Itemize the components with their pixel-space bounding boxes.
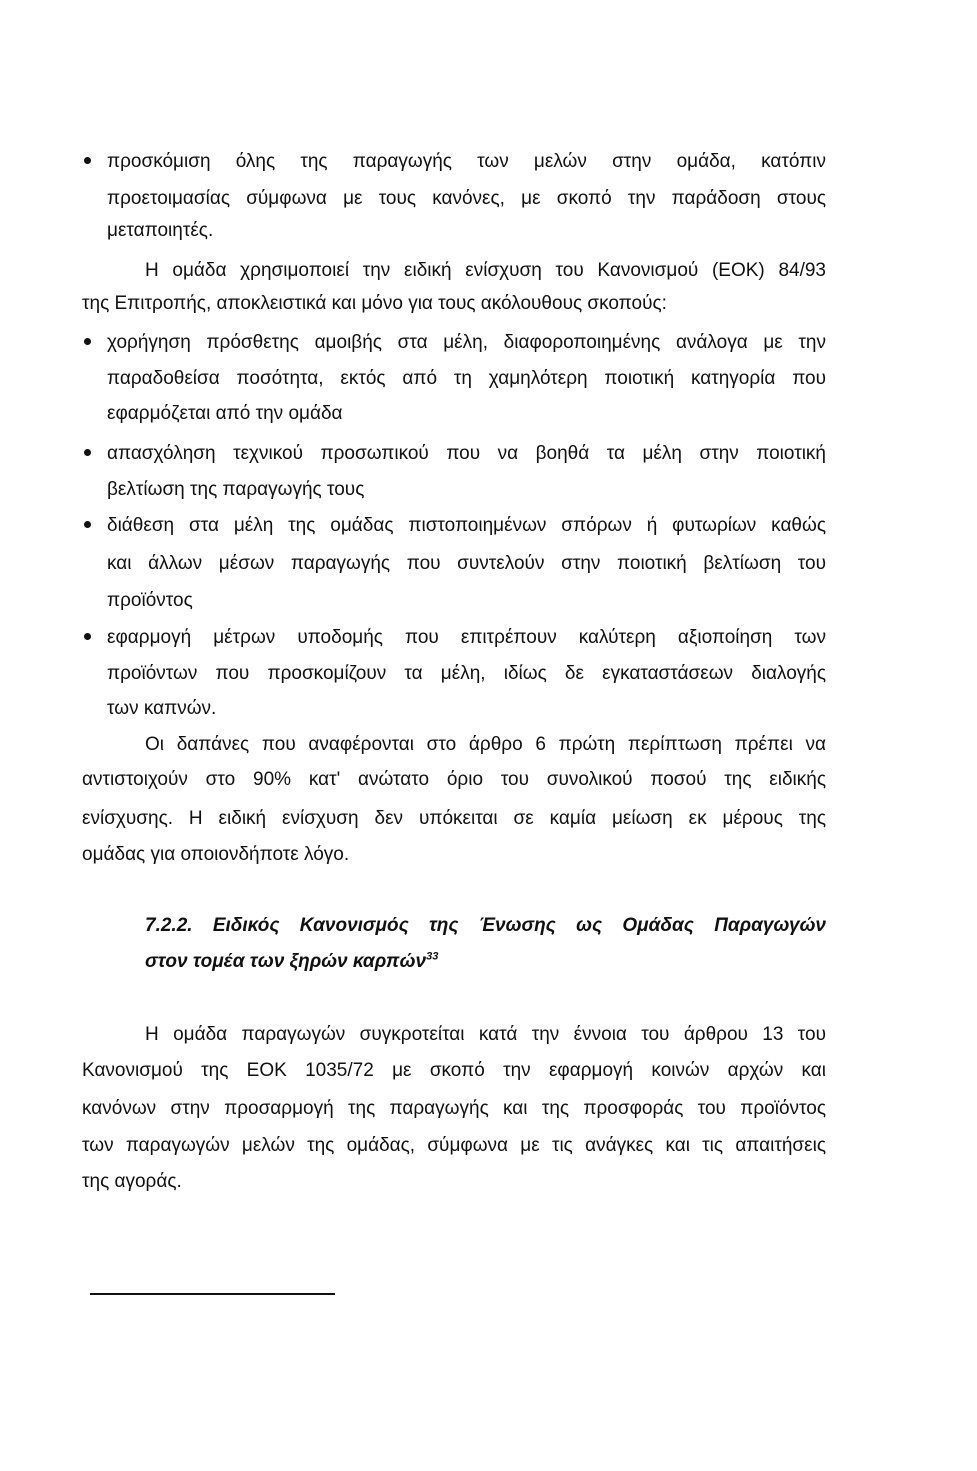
para-1-line-2: της Επιτροπής, αποκλειστικά και μόνο για τους ακόλουθους σκοπούς: <box>82 293 667 314</box>
para-1-line-1: Η ομάδα χρησιμοποιεί την ειδική ενίσχυση του Κανονισμού (ΕΟΚ) 84/93 <box>145 260 826 281</box>
bullet-3-line-1: απασχόληση τεχνικού προσωπικού που να βοηθά τα μέλη στην ποιοτική <box>107 443 826 464</box>
footnote-separator <box>90 1293 335 1295</box>
bullet-4-line-1: διάθεση στα μέλη της ομάδας πιστοποιημένων σπόρων ή φυτωρίων καθώς <box>107 515 826 536</box>
bullet-4-line-2: και άλλων μέσων παραγωγής που συντελούν στην ποιοτική βελτίωση του <box>107 553 826 574</box>
bullet-1-line-1: προσκόμιση όλης της παραγωγής των μελών στην ομάδα, κατόπιν <box>107 151 826 172</box>
para-2-line-4: ομάδας για οποιονδήποτε λόγο. <box>82 844 350 865</box>
bullet-2-line-1: χορήγηση πρόσθετης αμοιβής στα μέλη, διαφοροποιημένης ανάλογα με την <box>107 332 826 353</box>
para-3-line-2: Κανονισμού της ΕΟΚ 1035/72 με σκοπό την εφαρμογή κοινών αρχών και <box>82 1060 826 1081</box>
section-heading-line-1: 7.2.2. Ειδικός Κανονισμός της Ένωσης ως Ομάδας Παραγωγών <box>145 915 826 936</box>
para-2-line-2: αντιστοιχούν στο 90% κατ' ανώτατο όριο του συνολικού ποσού της ειδικής <box>82 769 826 790</box>
para-2-line-3: ενίσχυσης. Η ειδική ενίσχυση δεν υπόκειται σε καμία μείωση εκ μέρους της <box>82 808 826 829</box>
bullet-1-line-3: μεταποιητές. <box>107 220 214 241</box>
para-3-line-4: των παραγωγών μελών της ομάδας, σύμφωνα με τις ανάγκες και τις απαιτήσεις <box>82 1135 826 1156</box>
bullet-5-line-2: προϊόντων που προσκομίζουν τα μέλη, ιδίως δε εγκαταστάσεων διαλογής <box>107 663 826 684</box>
bullet-1-line-2: προετοιμασίας σύμφωνα με τους κανόνες, με σκοπό την παράδοση στους <box>107 188 826 209</box>
para-3-line-5: της αγοράς. <box>82 1171 182 1192</box>
section-heading-line-2 <box>145 950 826 974</box>
bullet-2-line-2: παραδοθείσα ποσότητα, εκτός από τη χαμηλότερη ποιοτική κατηγορία που <box>107 368 826 389</box>
para-3-line-3: κανόνων στην προσαρμογή της παραγωγής και της προσφοράς του προϊόντος <box>82 1098 826 1119</box>
bullet-4-line-3: προϊόντος <box>107 590 193 611</box>
bullet-dot <box>84 633 91 640</box>
bullet-2-line-3: εφαρμόζεται από την ομάδα <box>107 403 343 424</box>
bullet-dot <box>84 449 91 456</box>
bullet-dot <box>84 338 91 345</box>
footnote-ref: 33 <box>426 950 439 963</box>
bullet-5-line-3: των καπνών. <box>107 698 217 719</box>
bullet-5-line-1: εφαρμογή μέτρων υποδομής που επιτρέπουν καλύτερη αξιοποίηση των <box>107 627 826 648</box>
bullet-3-line-2: βελτίωση της παραγωγής τους <box>107 479 365 500</box>
section-heading-text: στον τομέα των ξηρών καρπών <box>145 951 427 972</box>
para-2-line-1: Οι δαπάνες που αναφέρονται στο άρθρο 6 πρώτη περίπτωση πρέπει να <box>145 734 826 755</box>
para-3-line-1: Η ομάδα παραγωγών συγκροτείται κατά την έννοια του άρθρου 13 του <box>145 1024 826 1045</box>
bullet-dot <box>84 521 91 528</box>
bullet-dot <box>84 157 91 164</box>
